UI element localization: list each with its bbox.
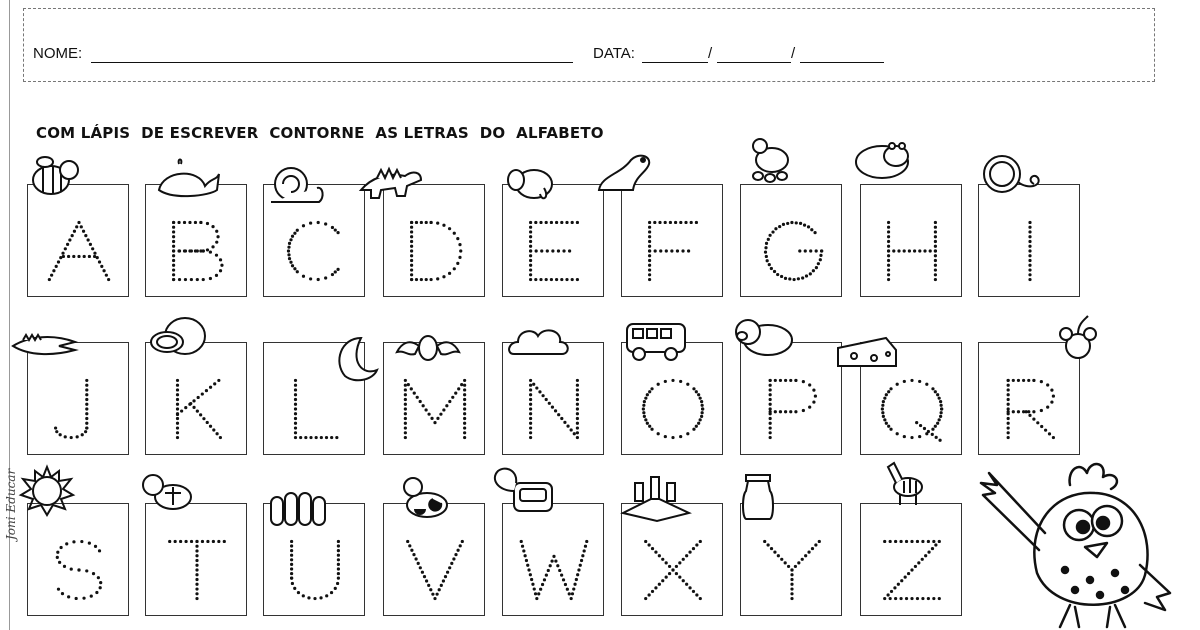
name-label: NOME: <box>33 45 83 62</box>
yogurt-icon <box>724 471 794 523</box>
elephant-icon <box>500 154 570 206</box>
magnifier-icon <box>978 150 1048 202</box>
letter-tile-s[interactable] <box>27 503 129 616</box>
whale-icon <box>153 156 223 208</box>
dotted-letter-t[interactable] <box>146 504 248 617</box>
crocodile-icon <box>9 312 79 364</box>
fingernails-icon <box>263 483 333 535</box>
mouse-icon <box>1044 314 1114 366</box>
date-slash: / <box>791 45 796 62</box>
name-field[interactable] <box>91 62 573 63</box>
seal-icon <box>591 146 661 198</box>
kiwi-icon <box>145 312 215 364</box>
dotted-letter-s[interactable] <box>28 504 130 617</box>
date-month-field[interactable] <box>717 62 791 63</box>
dinosaur-icon <box>357 150 427 202</box>
header-box <box>23 8 1155 82</box>
hippo-icon <box>848 132 918 184</box>
dotted-letter-h[interactable] <box>861 185 963 298</box>
chess-icon <box>621 465 691 517</box>
dotted-letter-z[interactable] <box>861 504 963 617</box>
letter-tile-f[interactable] <box>621 184 723 297</box>
hen-icon <box>738 132 808 184</box>
pig-icon <box>728 310 798 362</box>
cheese-icon <box>834 322 904 374</box>
dotted-letter-f[interactable] <box>622 185 724 298</box>
dotted-letter-w[interactable] <box>503 504 605 617</box>
sun-icon <box>13 465 83 517</box>
bee-icon <box>19 150 89 202</box>
turtle-icon <box>133 465 203 517</box>
zebra-icon <box>870 457 940 509</box>
moon-icon <box>315 332 385 384</box>
snail-icon <box>263 158 333 210</box>
date-day-field[interactable] <box>642 62 708 63</box>
chicken-mascot-icon <box>975 455 1175 630</box>
instruction-text: COM LÁPIS DE ESCREVER CONTORNE AS LETRAS DO ALFABETO <box>36 124 604 142</box>
cow-icon <box>391 473 461 525</box>
date-label: DATA: <box>593 45 635 62</box>
letter-tile-t[interactable] <box>145 503 247 616</box>
walkman-icon <box>488 465 558 517</box>
bus-icon <box>621 314 691 366</box>
letter-tile-x[interactable] <box>621 503 723 616</box>
date-year-field[interactable] <box>800 62 884 63</box>
cloud-icon <box>504 316 574 368</box>
date-slash: / <box>708 45 713 62</box>
dotted-letter-g[interactable] <box>741 185 843 298</box>
signature: Joni Educar <box>4 468 18 540</box>
letter-tile-w[interactable] <box>502 503 604 616</box>
dotted-letter-x[interactable] <box>622 504 724 617</box>
letter-tile-z[interactable] <box>860 503 962 616</box>
letter-tile-h[interactable] <box>860 184 962 297</box>
bat-icon <box>393 318 463 370</box>
letter-tile-g[interactable] <box>740 184 842 297</box>
